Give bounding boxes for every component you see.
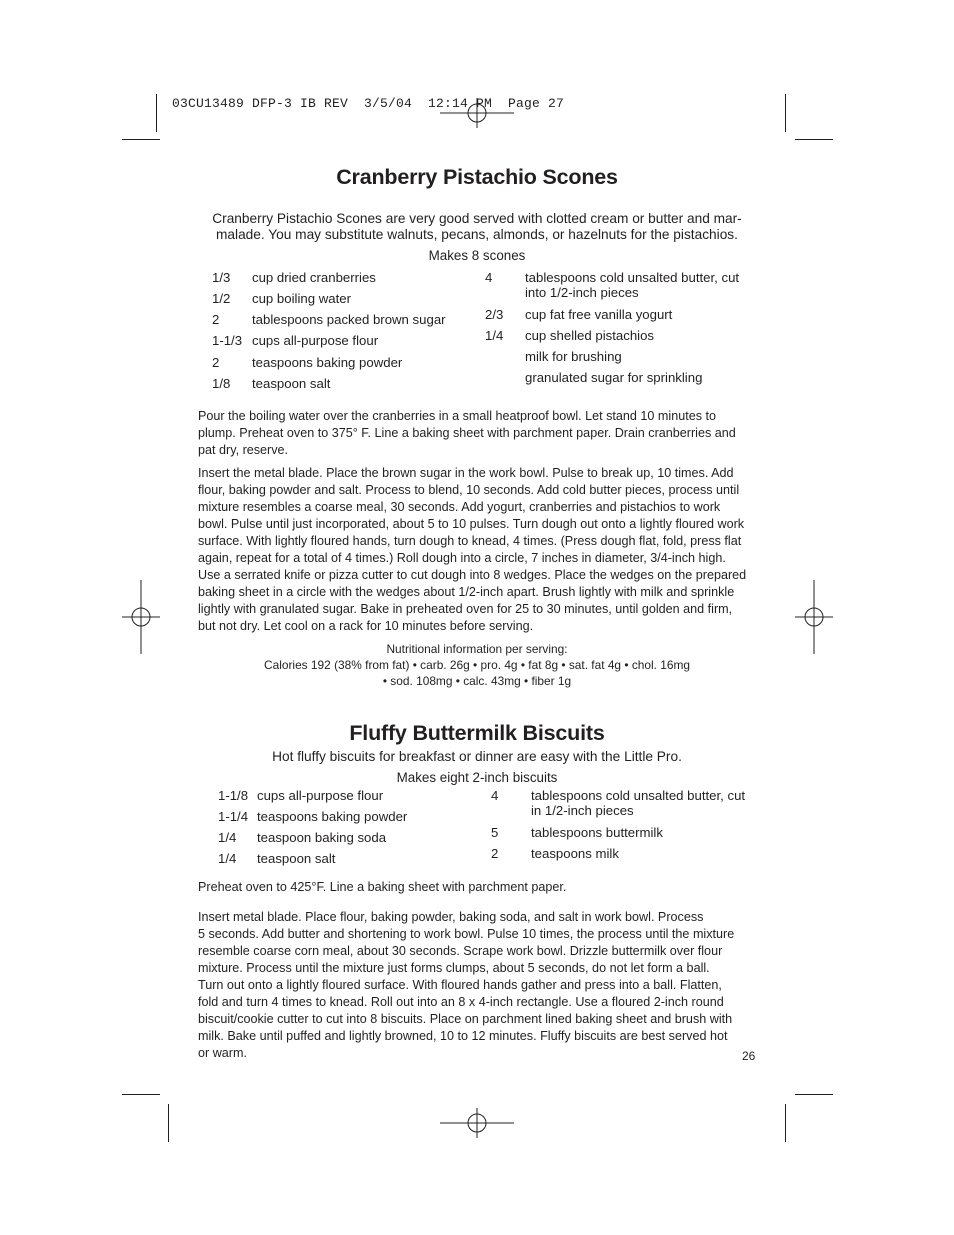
ingredient-amount: 1/2 xyxy=(212,291,231,306)
ingredient-row xyxy=(485,370,755,386)
ingredient-text: cup dried cranberries xyxy=(252,270,376,285)
ingredient-text: cups all-purpose flour xyxy=(252,333,379,348)
instruction-line: bowl. Pulse until just incorporated, about 5 to 10 pulses. Turn dough out onto a lightly floured work xyxy=(198,517,745,532)
recipe-intro: Hot fluffy biscuits for breakfast or dinner are easy with the Little Pro. xyxy=(272,749,682,764)
instructions-paragraph xyxy=(198,909,758,1062)
ingredient-amount: 2 xyxy=(491,846,499,861)
crop-mark xyxy=(785,1104,786,1142)
nutrition-info xyxy=(0,641,954,689)
nutrition-line: • sod. 108mg • calc. 43mg • fiber 1g xyxy=(382,674,572,688)
nutrition-heading: Nutritional information per serving: xyxy=(386,642,568,656)
ingredient-row xyxy=(491,846,761,862)
ingredient-row xyxy=(212,333,472,349)
crop-mark xyxy=(785,94,786,132)
instruction-line: fold and turn 4 times to knead. Roll out into an 8 x 4-inch rectangle. Use a floured 2-inch round xyxy=(198,995,724,1010)
registration-mark-icon xyxy=(440,1108,514,1138)
ingredient-list-left xyxy=(218,788,478,878)
ingredient-text: teaspoons baking powder xyxy=(257,809,408,824)
crop-mark xyxy=(122,139,160,140)
recipe-yield: Makes 8 scones xyxy=(428,248,526,263)
crop-mark xyxy=(795,1094,833,1095)
ingredient-row xyxy=(491,788,761,820)
ingredient-row xyxy=(218,809,478,825)
ingredient-text-continued: into 1/2-inch pieces xyxy=(525,285,639,300)
ingredient-text: tablespoons cold unsalted butter, cut xyxy=(525,270,740,285)
instruction-line: Preheat oven to 425°F. Line a baking sheet with parchment paper. xyxy=(198,880,567,894)
instruction-line: mixture. Process until the mixture just forms clumps, about 5 seconds, do not let form a ball. xyxy=(198,961,710,976)
ingredient-list-right xyxy=(491,788,761,878)
ingredient-row xyxy=(485,349,755,365)
instruction-line: pat dry, reserve. xyxy=(198,443,289,458)
ingredient-text: granulated sugar for sprinkling xyxy=(525,370,703,385)
ingredient-amount: 1-1/8 xyxy=(218,788,249,803)
ingredient-row xyxy=(212,355,472,371)
ingredient-text: cup shelled pistachios xyxy=(525,328,655,343)
ingredient-text: tablespoons buttermilk xyxy=(531,825,663,840)
ingredient-amount: 1/3 xyxy=(212,270,231,285)
ingredient-amount: 2/3 xyxy=(485,307,504,322)
ingredient-text: cup fat free vanilla yogurt xyxy=(525,307,673,322)
ingredient-list-right xyxy=(485,270,755,400)
crop-mark xyxy=(795,139,833,140)
ingredient-text: cup boiling water xyxy=(252,291,351,306)
ingredient-amount: 1/8 xyxy=(212,376,231,391)
instruction-line: 5 seconds. Add butter and shortening to work bowl. Pulse 10 times, the process until the mixture xyxy=(198,927,735,942)
ingredient-text: teaspoon salt xyxy=(257,851,336,866)
printer-slug: 03CU13489 DFP-3 IB REV 3/5/04 12:14 PM Page 27 xyxy=(172,96,565,111)
ingredient-amount: 2 xyxy=(212,355,220,370)
recipe-title: Fluffy Buttermilk Biscuits xyxy=(349,721,605,745)
instruction-line: Use a serrated knife or pizza cutter to cut dough into 8 wedges. Place the wedges on the prepared xyxy=(198,568,747,583)
ingredient-amount: 5 xyxy=(491,825,499,840)
recipe-intro xyxy=(160,211,794,243)
instruction-line: baking sheet in a circle with the wedges about 1/2-inch apart. Brush lightly with milk and sprinkle xyxy=(198,585,735,600)
instruction-line: mixture resembles a coarse meal, 30 seconds. Add yogurt, cranberries and pistachios to work xyxy=(198,500,721,515)
ingredient-amount: 1-1/4 xyxy=(218,809,249,824)
instruction-line: milk. Bake until puffed and lightly browned, 10 to 12 minutes. Fluffy biscuits are best served hot xyxy=(198,1029,728,1044)
intro-line: Cranberry Pistachio Scones are very good served with clotted cream or butter and mar- xyxy=(212,211,742,226)
ingredient-amount: 1-1/3 xyxy=(212,333,243,348)
ingredient-text: cups all-purpose flour xyxy=(257,788,384,803)
instructions-paragraph xyxy=(198,465,758,635)
ingredient-text: tablespoons packed brown sugar xyxy=(252,312,446,327)
ingredient-text: teaspoon baking soda xyxy=(257,830,387,845)
ingredient-amount: 4 xyxy=(485,270,493,285)
ingredient-text-continued: in 1/2-inch pieces xyxy=(531,803,634,818)
ingredient-row xyxy=(485,307,755,323)
instruction-line: again, repeat for a total of 4 times.) Roll dough into a circle, 7 inches in diameter, 3/4-inch high. xyxy=(198,551,726,566)
ingredient-amount: 2 xyxy=(212,312,220,327)
instructions-paragraph xyxy=(198,879,758,896)
ingredient-text: teaspoons baking powder xyxy=(252,355,403,370)
instruction-line: Insert the metal blade. Place the brown sugar in the work bowl. Pulse to break up, 10 times. Add xyxy=(198,466,734,480)
instruction-line: plump. Preheat oven to 375° F. Line a baking sheet with parchment paper. Drain cranberries and xyxy=(198,426,736,441)
ingredient-row xyxy=(212,291,472,307)
instruction-line: lightly with granulated sugar. Bake in preheated oven for 25 to 30 minutes, until golden and firm, xyxy=(198,602,733,617)
ingredient-row xyxy=(485,328,755,344)
ingredient-row xyxy=(491,825,761,841)
ingredient-amount: 1/4 xyxy=(218,830,237,845)
nutrition-line: Calories 192 (38% from fat) • carb. 26g • pro. 4g • fat 8g • sat. fat 4g • chol. 16mg xyxy=(264,658,690,672)
instructions-paragraph xyxy=(198,408,758,459)
crop-mark xyxy=(168,1104,169,1142)
ingredient-text: teaspoons milk xyxy=(531,846,619,861)
instruction-line: or warm. xyxy=(198,1046,247,1061)
instruction-line: surface. With lightly floured hands, turn dough to knead, 4 times. (Press dough flat, fold, press flat xyxy=(198,534,742,549)
ingredient-row xyxy=(212,270,472,286)
ingredient-text: teaspoon salt xyxy=(252,376,331,391)
intro-line: malade. You may substitute walnuts, pecans, almonds, or hazelnuts for the pistachios. xyxy=(216,227,738,242)
instruction-line: but not dry. Let cool on a rack for 10 minutes before serving. xyxy=(198,619,534,634)
ingredient-row xyxy=(218,830,478,846)
instruction-line: Turn out onto a lightly floured surface. With floured hands gather and press into a ball. Flatten, xyxy=(198,978,722,993)
page-number: 26 xyxy=(742,1049,756,1063)
instruction-line: Pour the boiling water over the cranberries in a small heatproof bowl. Let stand 10 minutes to xyxy=(198,409,717,423)
ingredient-text: tablespoons cold unsalted butter, cut xyxy=(531,788,746,803)
crop-mark xyxy=(122,1094,160,1095)
instruction-line: biscuit/cookie cutter to cut into 8 biscuits. Place on parchment lined baking sheet and brush with xyxy=(198,1012,733,1027)
ingredient-list-left xyxy=(212,270,472,400)
instruction-line: flour, baking powder and salt. Process to blend, 10 seconds. Add cold butter pieces, process until xyxy=(198,483,740,498)
ingredient-amount: 1/4 xyxy=(485,328,504,343)
instruction-line: resemble coarse corn meal, about 30 seconds. Scrape work bowl. Drizzle buttermilk over flour xyxy=(198,944,723,959)
recipe-yield: Makes eight 2-inch biscuits xyxy=(396,770,558,785)
ingredient-row xyxy=(212,312,472,328)
ingredient-row xyxy=(212,376,472,392)
registration-mark-icon xyxy=(440,98,514,128)
ingredient-amount: 1/4 xyxy=(218,851,237,866)
ingredient-row xyxy=(218,788,478,804)
instruction-line: Insert metal blade. Place flour, baking powder, baking soda, and salt in work bowl. Process xyxy=(198,910,704,924)
ingredient-text: milk for brushing xyxy=(525,349,622,364)
crop-mark xyxy=(156,94,157,132)
ingredient-row xyxy=(218,851,478,867)
ingredient-amount: 4 xyxy=(491,788,499,803)
recipe-title: Cranberry Pistachio Scones xyxy=(336,165,618,189)
ingredient-row xyxy=(485,270,755,302)
